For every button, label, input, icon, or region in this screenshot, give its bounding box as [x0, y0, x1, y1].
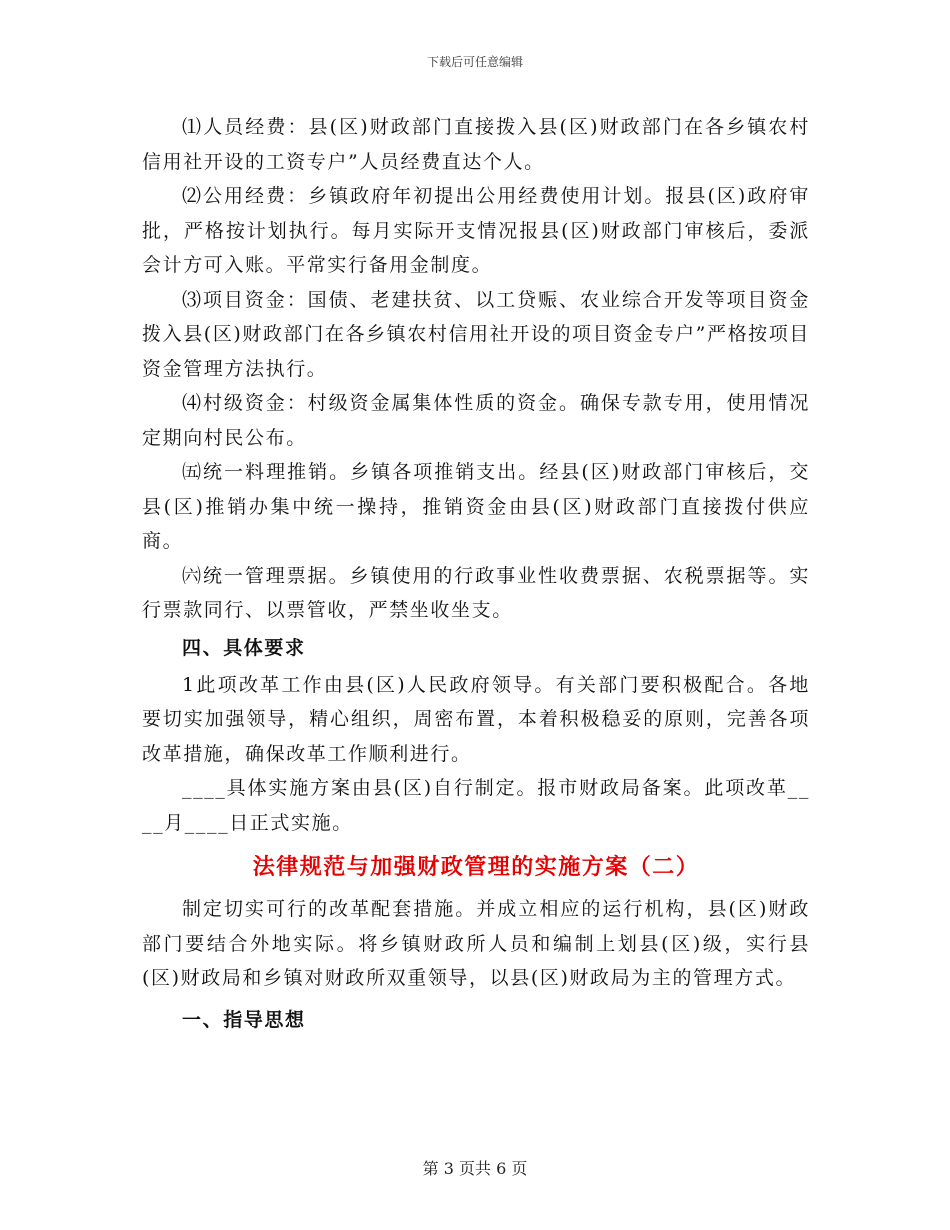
section-heading-guiding-ideology: 一、指导思想	[182, 1008, 306, 1031]
page-footer: 第 3 页共 6 页	[422, 1159, 528, 1178]
section-heading-requirements: 四、具体要求	[182, 636, 306, 659]
paragraph-village-funds: ⑷村级资金：村级资金属集体性质的资金。确保专款专用，使用情况定期向村民公布。	[142, 392, 810, 449]
paragraph-requirements-1: 1此项改革工作由县(区)人民政府领导。有关部门要积极配合。各地要切实加强领导，精心组织，周密布置，本着积极稳妥的原则，完善各项改革措施，确保改革工作顺利进行。	[142, 673, 810, 765]
document-body	[142, 110, 810, 1040]
paragraph-public-funds: ⑵公用经费：乡镇政府年初提出公用经费使用计划。报县(区)政府审批，严格按计划执行。每月实际开支情况报县(区)财政部门审核后，委派会计方可入账。平常实行备用金制度。	[142, 185, 810, 276]
page-header: 下载后可任意编辑	[426, 55, 523, 69]
paragraph-requirements-2: ____具体实施方案由县(区)自行制定。报市财政局备案。此项改革____月____日正式实施。	[142, 777, 810, 834]
paragraph-intro: 制定切实可行的改革配套措施。并成立相应的运行机构，县(区)财政部门要结合外地实际。将乡镇财政所人员和编制上划县(区)级，实行县(区)财政局和乡镇对财政所双重领导，以县(区)财政局为主的管理方式。	[142, 898, 810, 989]
paragraph-personnel-funds: ⑴人员经费：县(区)财政部门直接拨入县(区)财政部门在各乡镇农村信用社开设的工资专户”人员经费直达个人。	[142, 116, 810, 173]
paragraph-receipts: ㈥统一管理票据。乡镇使用的行政事业性收费票据、农税票据等。实行票款同行、以票管收，严禁坐收坐支。	[142, 564, 810, 621]
paragraph-procurement: ㈤统一料理推销。乡镇各项推销支出。经县(区)财政部门审核后，交县(区)推销办集中统一操持，推销资金由县(区)财政部门直接拨付供应商。	[142, 461, 810, 552]
section-title: 法律规范与加强财政管理的实施方案（二）	[252, 854, 700, 880]
paragraph-project-funds: ⑶项目资金：国债、老建扶贫、以工贷赈、农业综合开发等项目资金拨入县(区)财政部门在各乡镇农村信用社开设的项目资金专户”严格按项目资金管理方法执行。	[142, 288, 810, 380]
